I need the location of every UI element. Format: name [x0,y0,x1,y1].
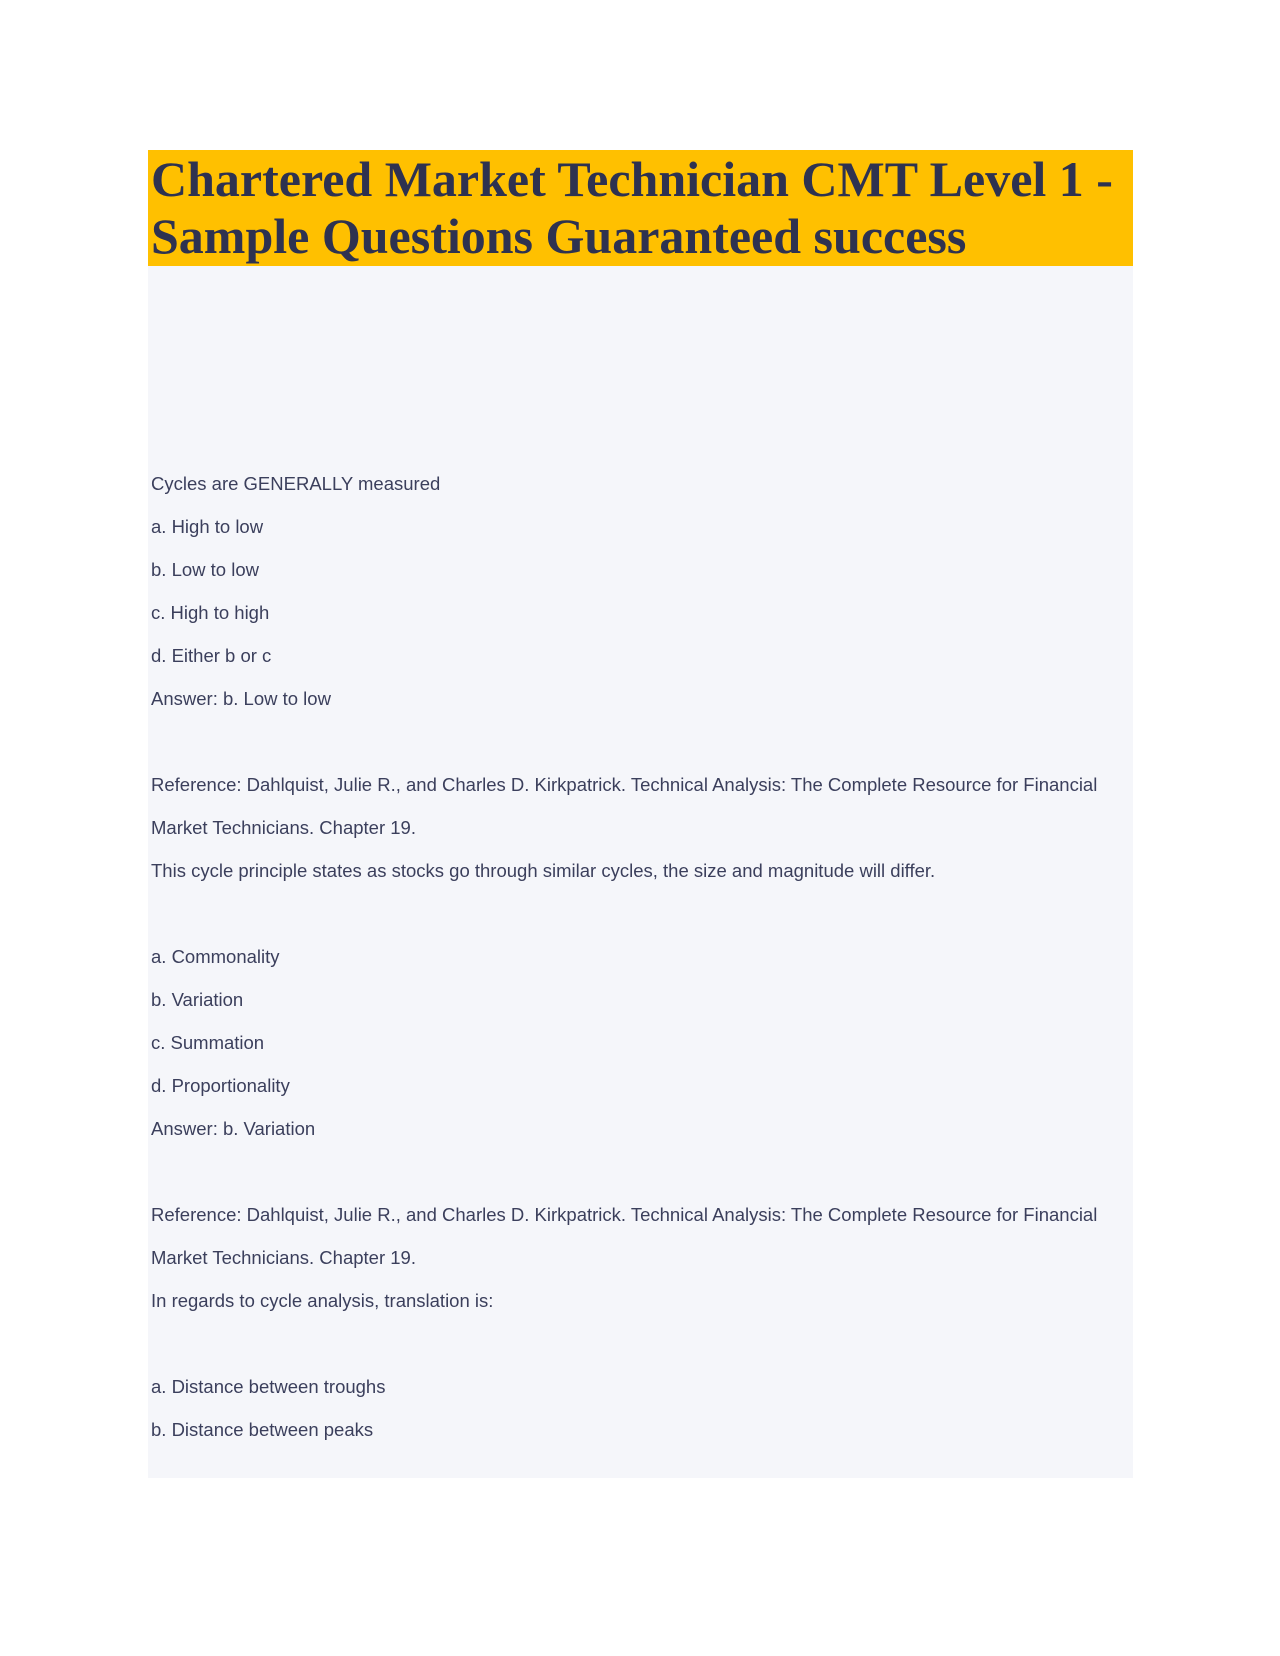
question-3-text: In regards to cycle analysis, translation is: [151,1290,494,1311]
question-2-reference: Reference: Dahlquist, Julie R., and Charles D. Kirkpatrick. Technical Analysis: The Complete Resource for Financial [151,1204,1098,1225]
document-title [151,151,1126,265]
question-1-option-d: d. Either b or c [151,645,272,666]
question-2-option-d: d. Proportionality [151,1075,290,1096]
question-1-answer: Answer: b. Low to low [151,688,331,709]
question-2-answer: Answer: b. Variation [151,1118,316,1139]
question-1-reference: Reference: Dahlquist, Julie R., and Charles D. Kirkpatrick. Technical Analysis: The Complete Resource for Financial [151,774,1098,795]
question-3-option-b: b. Distance between peaks [151,1419,374,1440]
question-2-option-a: a. Commonality [151,946,280,967]
title-line-1: Chartered Market Technician CMT Level 1 - [151,151,1113,207]
question-1-option-a: a. High to low [151,516,264,537]
content-panel [148,150,1133,1478]
question-2-reference-cont: Market Technicians. Chapter 19. [151,1247,416,1268]
question-1-option-b: b. Low to low [151,559,259,580]
question-2-option-b: b. Variation [151,989,244,1010]
question-2-option-c: c. Summation [151,1032,265,1053]
question-1-option-c: c. High to high [151,602,270,623]
question-2-text: This cycle principle states as stocks go through similar cycles, the size and magnitude will differ. [151,860,936,881]
question-1-reference-cont: Market Technicians. Chapter 19. [151,817,416,838]
question-1-text: Cycles are GENERALLY measured [151,473,441,494]
title-line-2: Sample Questions Guaranteed success [151,208,967,264]
question-3-option-a: a. Distance between troughs [151,1376,386,1397]
